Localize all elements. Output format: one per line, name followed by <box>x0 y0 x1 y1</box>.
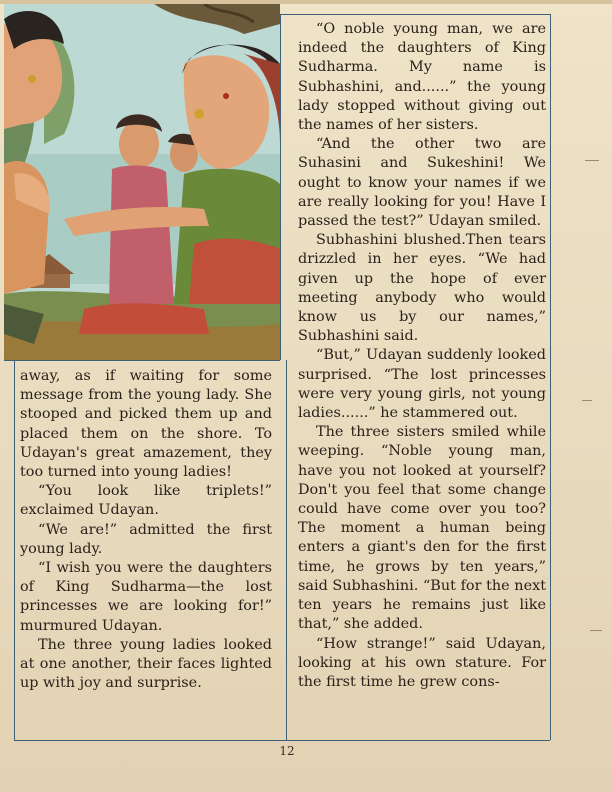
bottom-rule <box>14 740 550 741</box>
story-illustration <box>4 4 280 360</box>
center-rule-upper <box>280 14 281 360</box>
paragraph: “But,” Udayan suddenly looked surprised. “The lost princesses were very young girls, not young ladies......” he stammered out. <box>298 347 546 422</box>
paragraph: away, as if waiting for some message from the young lady. She stooped and picked them up and placed them on the shore. To Udayan's great amazement, they too turned into young ladies! <box>20 368 272 481</box>
illustration-bottom-rule <box>4 360 280 361</box>
right-column-top-rule <box>280 14 550 15</box>
paragraph: “How strange!” said Udayan, looking at his own stature. For the first time he grew cons- <box>298 635 546 690</box>
page-number: 12 <box>279 744 295 758</box>
left-text-column <box>20 367 272 693</box>
left-column-rule <box>14 360 15 740</box>
paragraph: “We are!” admitted the first young lady. <box>20 521 272 557</box>
center-rule-lower <box>286 360 287 740</box>
paragraph: “I wish you were the daughters of King Sudharma—the lost princesses we are looking for!” murmured Udayan. <box>20 560 272 634</box>
paragraph: “And the other two are Suhasini and Sukeshini! We ought to know your names if we are really looking for you! Have I passed the test?” Udayan smiled. <box>298 136 546 230</box>
paragraph: “You look like triplets!” exclaimed Udayan. <box>20 483 272 519</box>
print-speck <box>590 630 602 631</box>
print-speck <box>582 400 592 401</box>
print-speck <box>585 160 599 161</box>
paragraph: “O noble young man, we are indeed the daughters of King Sudharma. My name is Subhashini, and......” the young lady stopped without giving out the names of her sisters. <box>298 21 546 134</box>
paragraph: Subhashini blushed.Then tears drizzled in her eyes. “We had given up the hope of ever meeting anybody who would know us by our names,” Subhashini said. <box>298 232 546 345</box>
right-text-column <box>298 20 546 692</box>
right-column-rule <box>550 14 551 740</box>
illustration-drawing <box>4 4 280 360</box>
paragraph: The three young ladies looked at one another, their faces lighted up with joy and surprise. <box>20 636 272 692</box>
paragraph: The three sisters smiled while weeping. “Noble young man, have you not looked at yourself? Don't you feel that some change could have come over you too? The moment a human being enters a giant's den for the first time, he grows by ten years,” said Subhashini. “But for the next ten years he remains just like that,” she added. <box>298 424 546 633</box>
